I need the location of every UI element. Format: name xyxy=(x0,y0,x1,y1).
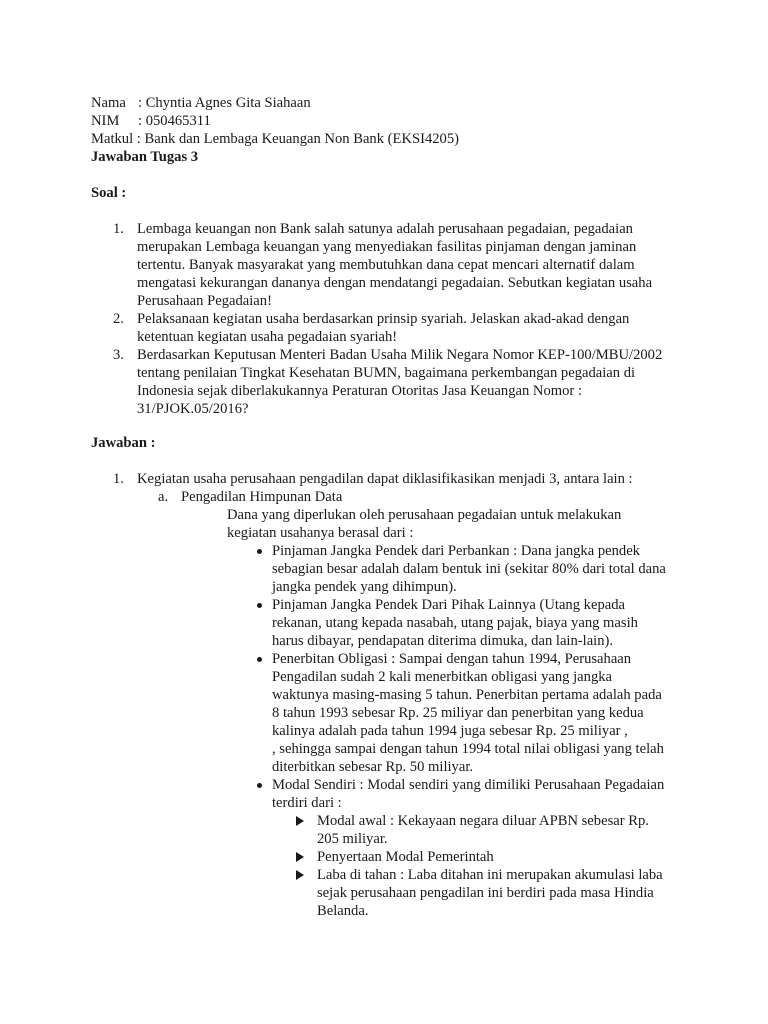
bullet-line: Pengadilan sudah 2 kali menerbitkan obligasi yang jangka xyxy=(272,669,613,685)
soal-item-line: Pelaksanaan kegiatan usaha berdasarkan prinsip syariah. Jelaskan akad-akad dengan xyxy=(137,311,630,327)
bullet-line: diterbitkan sebesar Rp. 50 miliyar. xyxy=(272,759,474,775)
nim-value: : 050465311 xyxy=(138,113,211,129)
bullet-line: waktunya masing-masing 5 tahun. Penerbitan pertama adalah pada xyxy=(272,687,662,703)
soal-item-line: merupakan Lembaga keuangan yang menyediakan fasilitas pinjaman dengan jaminan xyxy=(137,239,637,255)
nim-label: NIM xyxy=(91,113,120,129)
sub-item-letter: a. xyxy=(158,489,169,505)
soal-item-number: 3. xyxy=(113,347,124,363)
soal-item-line: 31/PJOK.05/2016? xyxy=(137,401,249,417)
nama-value: : Chyntia Agnes Gita Siahaan xyxy=(138,95,311,111)
intro-line: kegiatan usahanya berasal dari : xyxy=(227,525,414,541)
bullet-line: Pinjaman Jangka Pendek Dari Pihak Lainnya (Utang kepada xyxy=(272,597,625,613)
arrow-bullet-icon xyxy=(296,870,304,880)
soal-heading: Soal : xyxy=(91,185,127,201)
soal-item-line: mengatasi kekurangan dananya dengan mendatangi pegadaian. Sebutkan kegiatan usaha xyxy=(137,275,653,291)
soal-item-line: Perusahaan Pegadaian! xyxy=(137,293,272,309)
arrow-item-line: 205 miliyar. xyxy=(317,831,388,847)
soal-item-line: Lembaga keuangan non Bank salah satunya adalah perusahaan pegadaian, pegadaian xyxy=(137,221,633,237)
arrow-item-line: Belanda. xyxy=(317,903,369,919)
soal-item-number: 1. xyxy=(113,221,124,237)
bullet-line: rekanan, utang kepada nasabah, utang pajak, biaya yang masih xyxy=(272,615,638,631)
arrow-item-line: Penyertaan Modal Pemerintah xyxy=(317,849,494,865)
soal-item-line: tertentu. Banyak masyarakat yang membutuhkan dana cepat mencari alternatif dalam xyxy=(137,257,635,273)
bullet-icon xyxy=(257,783,262,788)
bullet-line: Pinjaman Jangka Pendek dari Perbankan : Dana jangka pendek xyxy=(272,543,640,559)
bullet-line: , sehingga sampai dengan tahun 1994 total nilai obligasi yang telah xyxy=(272,741,664,757)
bullet-icon xyxy=(257,549,262,554)
bullet-line: Modal Sendiri : Modal sendiri yang dimiliki Perusahaan Pegadaian xyxy=(272,777,665,793)
soal-item-line: Indonesia sejak diberlakukannya Peraturan Otoritas Jasa Keuangan Nomor : xyxy=(137,383,582,399)
soal-item-number: 2. xyxy=(113,311,124,327)
bullet-icon xyxy=(257,657,262,662)
bullet-line: kalinya adalah pada tahun 1994 juga sebesar Rp. 25 miliyar , xyxy=(272,723,628,739)
arrow-item-line: sejak perusahaan pengadilan ini berdiri pada masa Hindia xyxy=(317,885,654,901)
arrow-bullet-icon xyxy=(296,852,304,862)
bullet-icon xyxy=(257,603,262,608)
arrow-bullet-icon xyxy=(296,816,304,826)
intro-line: Dana yang diperlukan oleh perusahaan pegadaian untuk melakukan xyxy=(227,507,622,523)
matkul-line: Matkul : Bank dan Lembaga Keuangan Non Bank (EKSI4205) xyxy=(91,131,460,147)
soal-item-line: tentang penilaian Tingkat Kesehatan BUMN, bagaimana perkembangan pegadaian di xyxy=(137,365,636,381)
jawaban-item-number: 1. xyxy=(113,471,124,487)
page-title: Jawaban Tugas 3 xyxy=(91,149,199,165)
soal-item-line: ketentuan kegiatan usaha pegadaian syariah! xyxy=(137,329,398,345)
bullet-line: 8 tahun 1993 sebesar Rp. 25 miliyar dan penerbitan yang kedua xyxy=(272,705,644,721)
jawaban-heading: Jawaban : xyxy=(91,435,156,451)
bullet-line: terdiri dari : xyxy=(272,795,342,811)
jawaban-item-text: Kegiatan usaha perusahaan pengadilan dapat diklasifikasikan menjadi 3, antara lain : xyxy=(137,471,633,487)
arrow-item-line: Modal awal : Kekayaan negara diluar APBN sebesar Rp. xyxy=(317,813,649,829)
sub-item-text: Pengadilan Himpunan Data xyxy=(181,489,343,505)
bullet-line: Penerbitan Obligasi : Sampai dengan tahun 1994, Perusahaan xyxy=(272,651,632,667)
nama-label: Nama xyxy=(91,95,126,111)
arrow-item-line: Laba di tahan : Laba ditahan ini merupakan akumulasi laba xyxy=(317,867,663,883)
bullet-line: sebagian besar adalah dalam bentuk ini (sekitar 80% dari total dana xyxy=(272,561,666,577)
soal-item-line: Berdasarkan Keputusan Menteri Badan Usaha Milik Negara Nomor KEP-100/MBU/2002 xyxy=(137,347,663,363)
bullet-line: harus dibayar, pendapatan diterima dimuka, dan lain-lain). xyxy=(272,633,614,649)
bullet-line: jangka pendek yang dihimpun). xyxy=(272,579,457,595)
